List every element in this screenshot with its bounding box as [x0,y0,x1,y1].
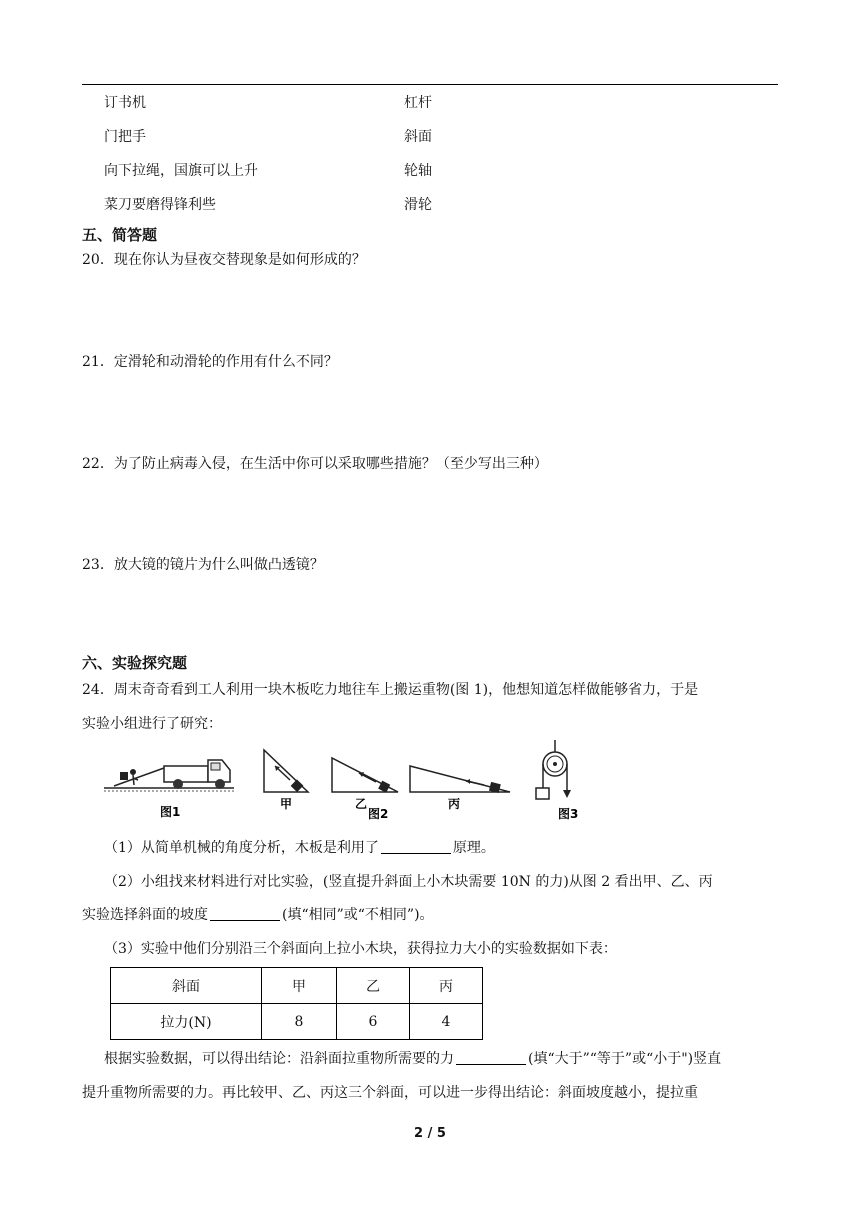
match-right-3: 轮轴 [404,163,432,179]
figure-2-label: 图2 [368,807,389,821]
part-2-line2 [82,905,434,925]
part-2-line1: （2）小组找来材料进行对比实验，(竖直提升斜面上小木块需要 10N 的力)从图 2 看出甲、乙、丙 [104,874,713,890]
question-23: 23．放大镜的镜片为什么叫做凸透镜？ [82,557,324,573]
table-cell: 6 [337,1004,410,1040]
part-2-text-b: (填“相同”或“不相同”)。 [282,907,434,923]
match-right-4: 滑轮 [404,197,432,213]
table-row [111,1004,483,1040]
force-data-table [110,967,483,1040]
answer-blank-2[interactable] [210,906,280,921]
section5-title: 五、简答题 [82,226,158,244]
part-3: （3）实验中他们分别沿三个斜面向上拉小木块，获得拉力大小的实验数据如下表： [104,941,617,957]
table-cell: 8 [262,1004,337,1040]
conclusion-line2: 提升重物所需要的力。再比较甲、乙、丙这三个斜面，可以进一步得出结论：斜面坡度越小，提拉重 [82,1085,698,1101]
table-cell: 丙 [410,968,483,1004]
conclusion-line1 [104,1049,721,1069]
match-left-3: 向下拉绳，国旗可以上升 [104,163,258,179]
question-21: 21．定滑轮和动滑轮的作用有什么不同？ [82,354,338,370]
answer-blank-1[interactable] [381,839,451,854]
section6-title: 六、实验探究题 [82,654,188,672]
table-cell: 乙 [337,968,410,1004]
conclusion-text-a: 根据实验数据，可以得出结论：沿斜面拉重物所需要的力 [104,1051,454,1067]
incline-yi-label: 乙 [355,797,368,811]
table-row [111,968,483,1004]
table-cell: 斜面 [111,968,262,1004]
part-1-text-b: 原理。 [452,840,495,856]
question-22: 22．为了防止病毒入侵，在生活中你可以采取哪些措施？（至少写出三种） [82,456,548,472]
match-left-2: 门把手 [104,129,146,145]
match-left-1: 订书机 [104,95,146,111]
page-number: 2 / 5 [414,1126,446,1141]
incline-yi [332,758,398,793]
figure-1-label: 图1 [160,805,181,819]
figure-3-label: 图3 [558,807,579,821]
incline-jia-label: 甲 [280,797,293,811]
table-cell: 拉力(N) [111,1004,262,1040]
part-2-text-a: 实验选择斜面的坡度 [82,907,208,923]
part-1 [104,838,495,858]
table-cell: 甲 [262,968,337,1004]
header-rule [82,84,778,85]
table-cell: 4 [410,1004,483,1040]
incline-jia [264,750,308,792]
part-1-text-a: （1）从简单机械的角度分析，木板是利用了 [104,840,379,856]
match-left-4: 菜刀要磨得锋利些 [104,197,216,213]
figure-3-pulley-illustration [536,740,571,799]
experiment-figures [100,738,620,830]
incline-bing [410,766,510,793]
question-20: 20．现在你认为昼夜交替现象是如何形成的？ [82,252,366,268]
figure-1-truck-illustration [104,760,234,791]
answer-blank-3[interactable] [456,1050,526,1065]
incline-bing-label: 丙 [448,797,461,811]
question-24-line2: 实验小组进行了研究： [82,716,222,732]
conclusion-text-b: (填“大于”“等于”或“小于")竖直 [528,1051,722,1067]
match-right-2: 斜面 [404,129,432,145]
match-right-1: 杠杆 [404,95,432,111]
question-24-line1: 24．周末奇奇看到工人利用一块木板吃力地往车上搬运重物(图 1)，他想知道怎样做能够省力，于是 [82,682,699,698]
